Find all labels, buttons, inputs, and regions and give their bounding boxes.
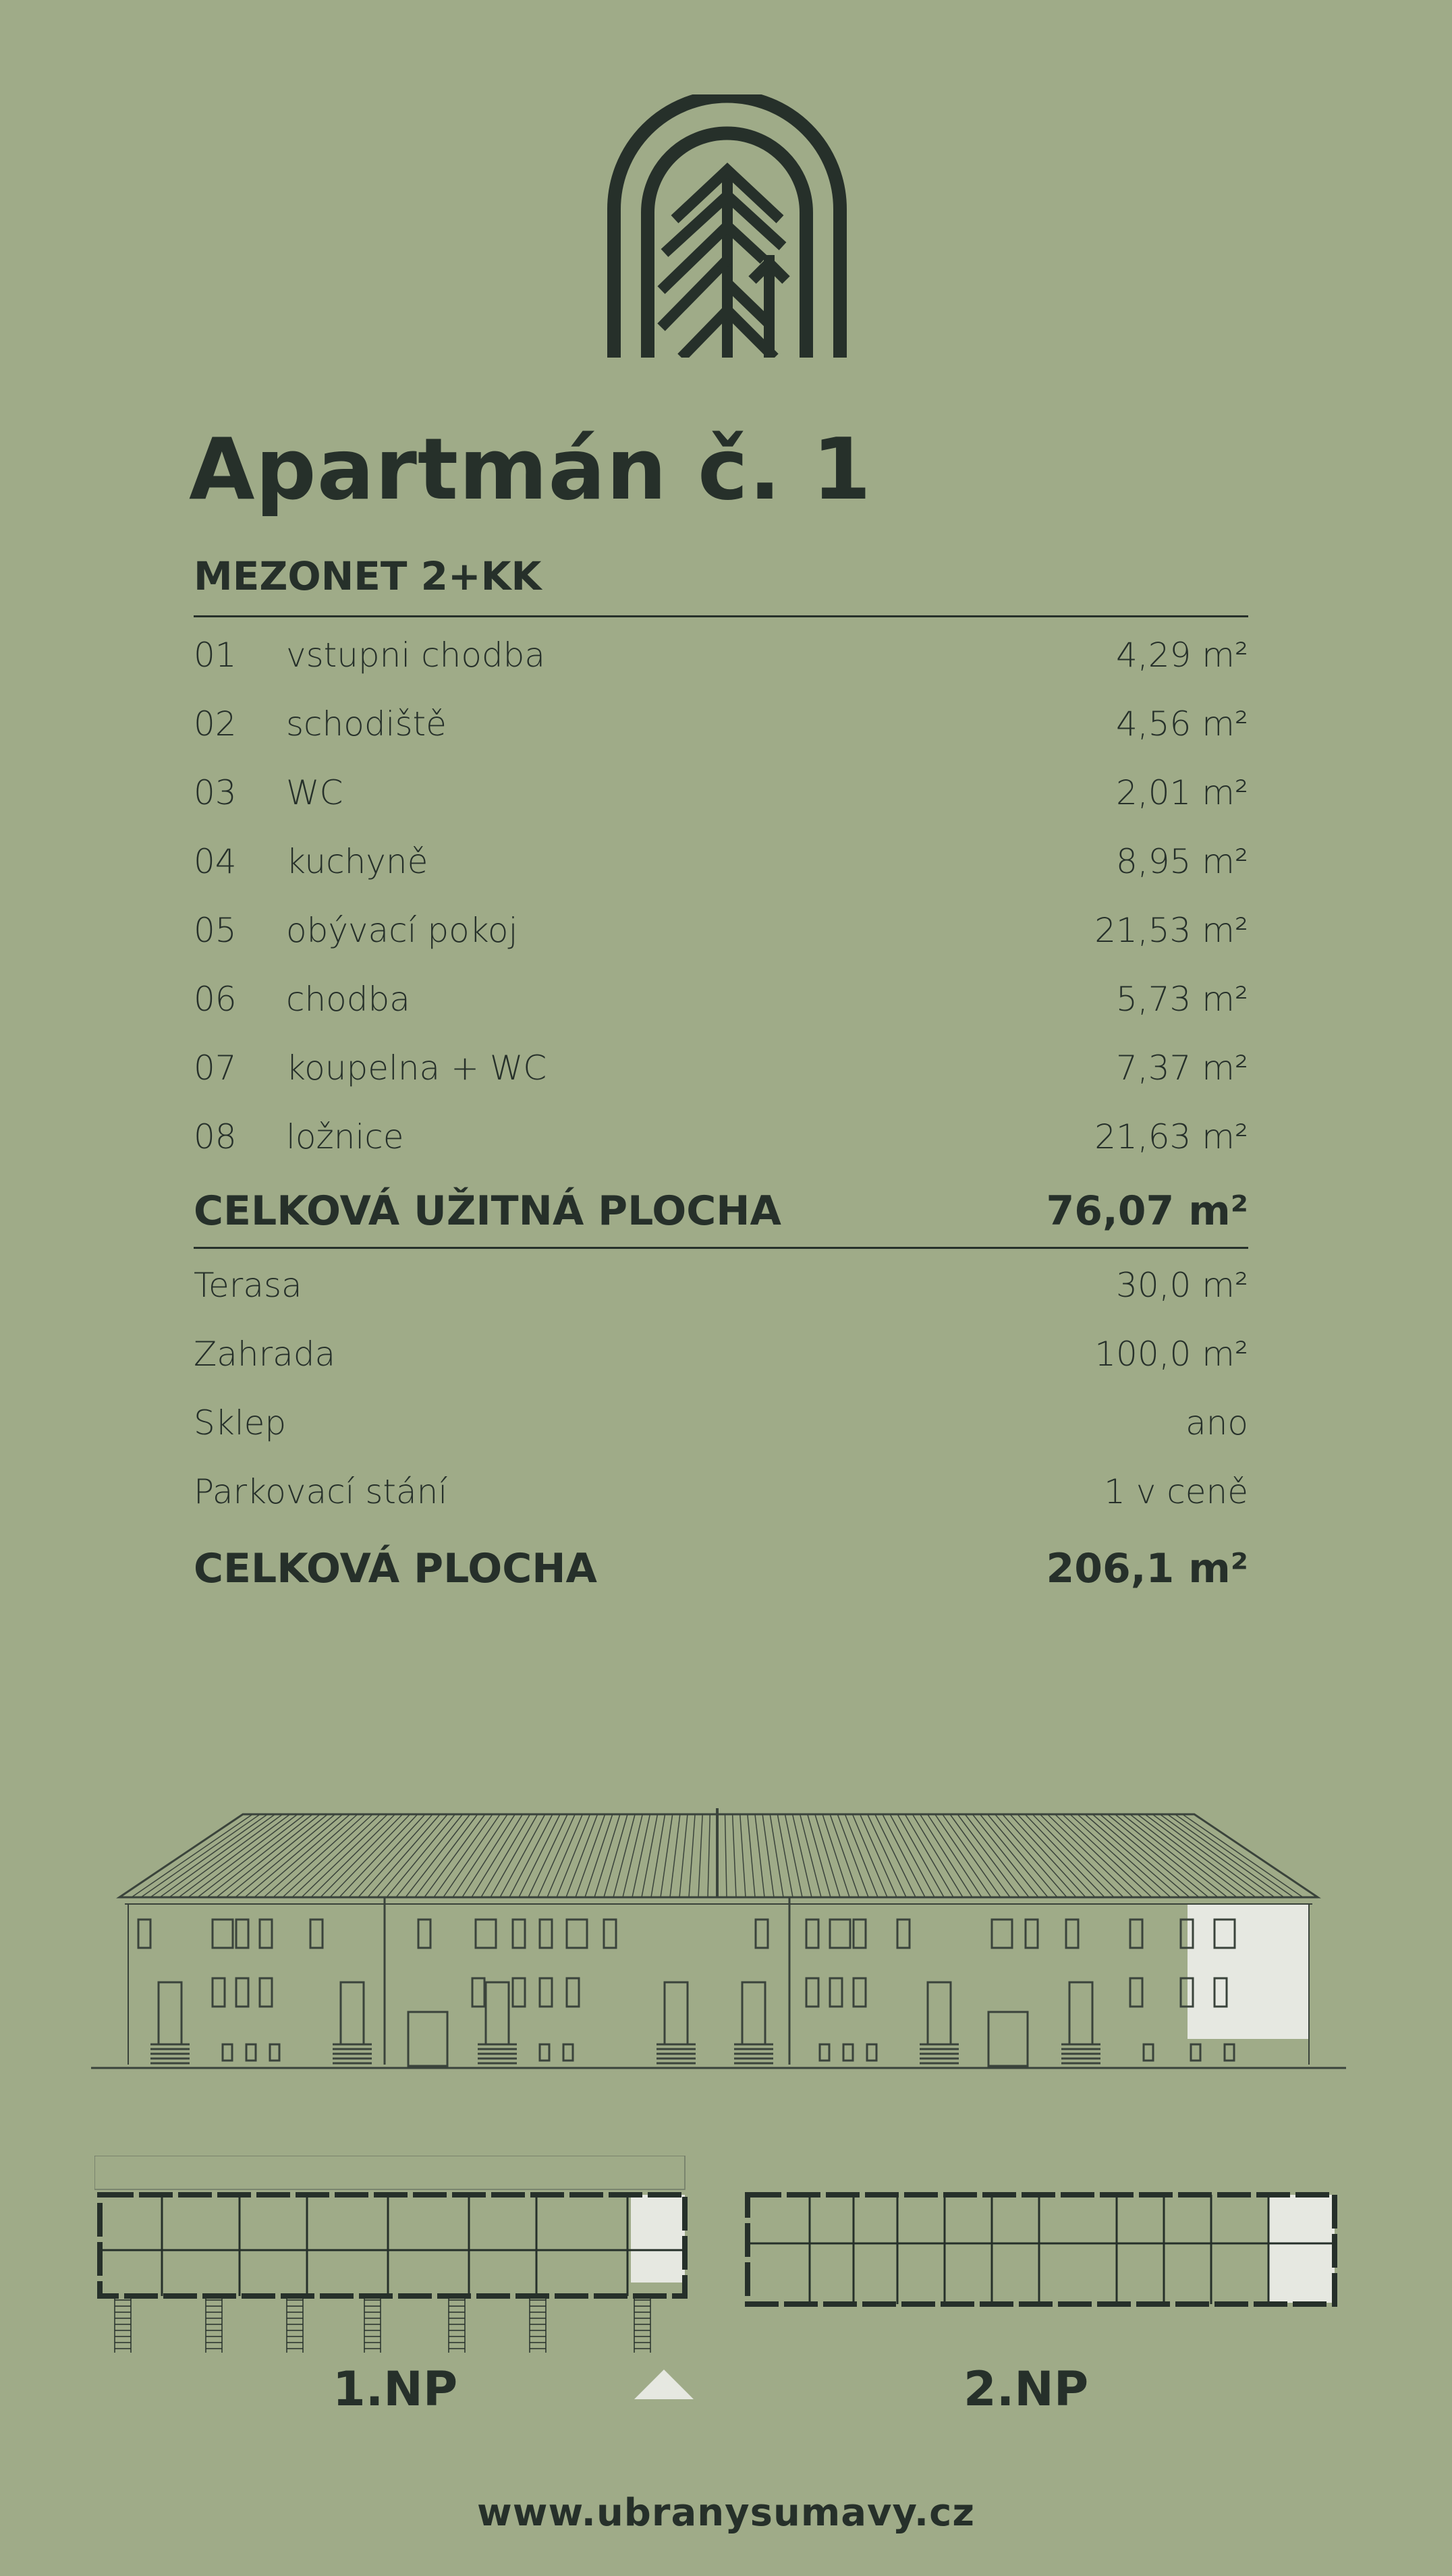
building-elevation: [91, 1808, 1346, 2078]
room-number: 03: [194, 773, 237, 812]
room-name: chodba: [286, 980, 410, 1019]
extra-value: 1 v ceně: [1104, 1472, 1248, 1511]
room-area: 7,37 m²: [1116, 1048, 1248, 1088]
room-number: 08: [194, 1117, 237, 1156]
room-area: 2,01 m²: [1116, 773, 1248, 812]
extra-label: Terasa: [194, 1266, 302, 1305]
room-name: schodiště: [286, 704, 447, 744]
room-name: obývací pokoj: [286, 911, 518, 950]
extra-row: [194, 1403, 1248, 1457]
usable-area-value: 76,07 m²: [1046, 1187, 1248, 1235]
room-area: 21,53 m²: [1094, 911, 1248, 950]
extra-value: ano: [1185, 1403, 1248, 1443]
extra-row: [194, 1335, 1248, 1389]
total-area-value: 206,1 m²: [1046, 1545, 1248, 1592]
room-area: 5,73 m²: [1116, 980, 1248, 1019]
extra-value: 30,0 m²: [1116, 1266, 1248, 1305]
room-row: [194, 911, 1248, 965]
room-number: 07: [194, 1048, 237, 1088]
total-area: [194, 1545, 1248, 1599]
extra-row: [194, 1472, 1248, 1526]
extra-value: 100,0 m²: [1094, 1335, 1248, 1374]
room-name: vstupni chodba: [286, 636, 546, 675]
room-row: [194, 704, 1248, 758]
room-name: koupelna + WC: [286, 1048, 547, 1088]
room-number: 05: [194, 911, 237, 950]
room-row: [194, 773, 1248, 827]
divider: [194, 1247, 1248, 1249]
room-number: 06: [194, 980, 237, 1019]
floor-plan-2np: [742, 2189, 1343, 2318]
room-area: 8,95 m²: [1116, 842, 1248, 881]
room-row: [194, 980, 1248, 1034]
room-row: [194, 1117, 1248, 1171]
room-name: WC: [286, 773, 343, 812]
room-row: [194, 1048, 1248, 1102]
floor-label-1np: 1.NP: [333, 2361, 458, 2417]
room-area: 21,63 m²: [1094, 1117, 1248, 1156]
floor-plan-1np: [94, 2156, 692, 2358]
room-area: 4,56 m²: [1116, 704, 1248, 744]
room-number: 02: [194, 704, 237, 744]
floor-label-2np: 2.NP: [964, 2361, 1089, 2417]
total-area-label: CELKOVÁ PLOCHA: [194, 1545, 597, 1592]
room-number: 04: [194, 842, 237, 881]
room-row: [194, 636, 1248, 690]
room-name: kuchyně: [286, 842, 428, 881]
usable-area-total: [194, 1187, 1248, 1241]
selected-floor-indicator: [634, 2370, 694, 2399]
room-number: 01: [194, 636, 237, 675]
website-link[interactable]: www.ubranysumavy.cz: [477, 2491, 975, 2535]
page-title: Apartmán č. 1: [189, 420, 872, 519]
extra-label: Sklep: [194, 1403, 287, 1443]
apartment-type: MEZONET 2+KK: [194, 553, 542, 599]
extra-row: [194, 1266, 1248, 1320]
logo-icon: [607, 94, 847, 358]
usable-area-label: CELKOVÁ UŽITNÁ PLOCHA: [194, 1187, 781, 1235]
room-area: 4,29 m²: [1116, 636, 1248, 675]
room-name: ložnice: [286, 1117, 404, 1156]
extra-label: Parkovací stání: [194, 1472, 448, 1511]
divider: [194, 615, 1248, 617]
extra-label: Zahrada: [194, 1335, 336, 1374]
room-row: [194, 842, 1248, 896]
